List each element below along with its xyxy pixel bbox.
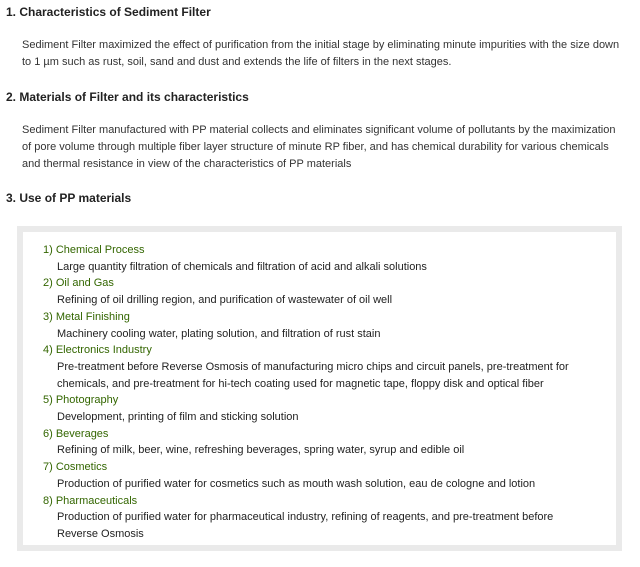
use-item-title: 8) Pharmaceuticals — [43, 494, 138, 507]
use-item-description: Machinery cooling water, plating solution, and filtration of rust stain — [57, 327, 381, 340]
use-item-description: Production of purified water for cosmetics such as mouth wash solution, eau de cologne and lotion — [57, 477, 536, 490]
section-heading-characteristics: 1. Characteristics of Sediment Filter — [6, 5, 211, 19]
use-item-title: 4) Electronics Industry — [43, 344, 152, 357]
use-item-title: 5) Photography — [43, 394, 119, 407]
section-text-characteristics: Sediment Filter maximized the effect of purification from the initial stage by eliminating minute impurities with the size down to 1 µm such as rust, soil, sand and dust and extends the life of filters in the next stages. — [22, 39, 620, 68]
use-item-description: Large quantity filtration of chemicals and filtration of acid and alkali solutions — [57, 260, 427, 273]
use-item-pharmaceuticals — [43, 493, 616, 543]
use-item-electronics-industry — [43, 342, 616, 392]
section-text-materials: Sediment Filter manufactured with PP material collects and eliminates significant volume of pollutants by the maximization of pore volume through multiple fiber layer structure of minute RP fiber, and has chemical durability for various chemicals and thermal resistance in view of the characteristics of PP materials — [22, 124, 616, 170]
use-item-beverages — [43, 426, 616, 459]
use-item-metal-finishing — [43, 309, 616, 342]
use-item-chemical-process — [43, 242, 616, 275]
use-item-title: 2) Oil and Gas — [43, 277, 114, 290]
section-heading-use: 3. Use of PP materials — [6, 191, 132, 205]
use-item-title: 1) Chemical Process — [43, 244, 145, 256]
use-item-description: Development, printing of film and sticking solution — [57, 411, 299, 424]
use-item-title: 7) Cosmetics — [43, 461, 108, 474]
use-item-description: Pre-treatment before Reverse Osmosis of manufacturing micro chips and circuit panels, pre-treatment for chemicals, and pre-treatment for hi-tech coating used for magnetic tape, floppy disk and optical fiber — [57, 360, 569, 390]
use-list-box — [17, 226, 622, 551]
use-item-cosmetics — [43, 459, 616, 492]
use-item-photography — [43, 392, 616, 425]
section-heading-materials: 2. Materials of Filter and its characteristics — [6, 90, 249, 104]
use-item-description: Refining of oil drilling region, and purification of wastewater of oil well — [57, 294, 393, 307]
use-list — [43, 242, 616, 543]
use-item-title: 3) Metal Finishing — [43, 310, 130, 323]
use-list-panel — [23, 232, 616, 545]
use-item-title: 6) Beverages — [43, 427, 109, 440]
use-item-oil-and-gas — [43, 275, 616, 308]
use-item-description: Production of purified water for pharmaceutical industry, refining of reagents, and pre-treatment before Reverse Osmosis — [57, 511, 554, 540]
use-item-description: Refining of milk, beer, wine, refreshing beverages, spring water, syrup and edible oil — [57, 444, 465, 457]
